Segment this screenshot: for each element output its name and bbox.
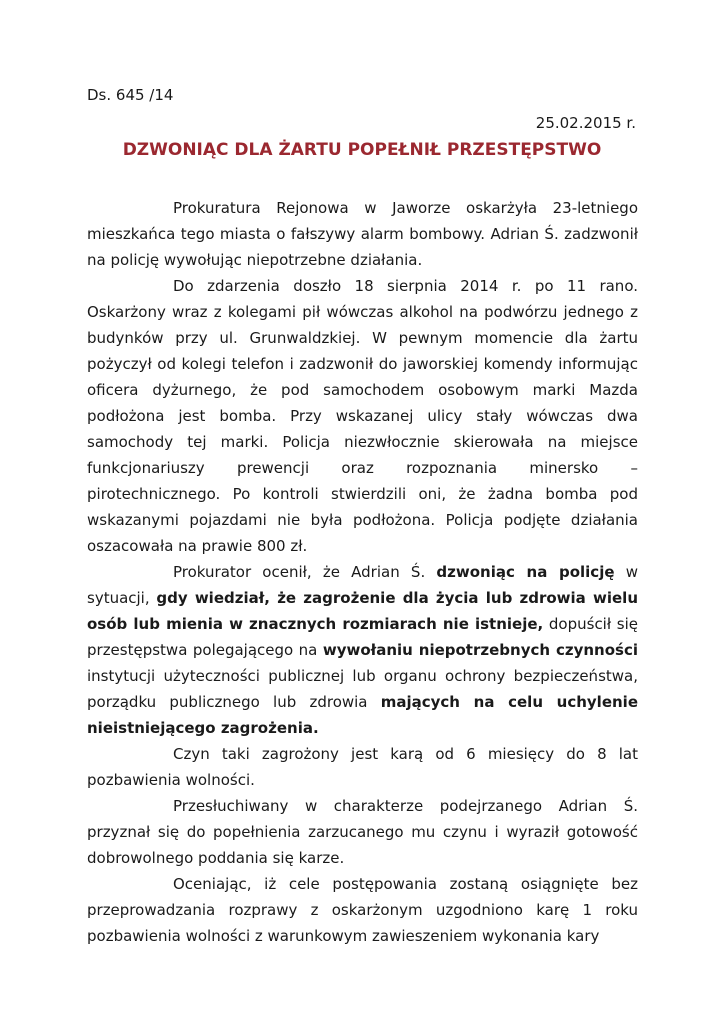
bold-segment: mających na celu uchylenie nieistniejącego zagrożenia. [87, 693, 638, 737]
document-body [87, 195, 638, 949]
document-title: DZWONIĄC DLA ŻARTU POPEŁNIŁ PRZESTĘPSTWO [122, 140, 602, 160]
case-reference: Ds. 645 /14 [87, 86, 174, 104]
text-segment: instytucji użyteczności publicznej lub organu ochrony bezpieczeństwa, porządku publicznego lub zdrowia [87, 667, 638, 711]
paragraph-incident: Do zdarzenia doszło 18 sierpnia 2014 r. po 11 rano. Oskarżony wraz z kolegami pił wówczas alkohol na podwórzu jednego z budynków przy ul. Grunwaldzkiej. W pewnym momencie dla żartu pożyczył od kolegi telefon i zadzwonił do jaworskiej komendy informując oficera dyżurnego, że pod samochodem osobowym marki Mazda podłożona jest bomba. Przy wskazanej ulicy stały wówczas dwa samochody tej marki. Policja niezwłocznie skierowała na miejsce funkcjonariuszy prewencji oraz rozpoznania minersko – pirotechnicznego. Po kontroli stwierdzili oni, że żadna bomba pod wskazanymi pojazdami nie była podłożona. Policja podjęte działania oszacowała na prawie 800 zł. [87, 277, 638, 555]
bold-segment: gdy wiedział, że zagrożenie dla życia lub zdrowia wielu osób lub mienia w znacznych rozmiarach nie istnieje, [87, 589, 638, 633]
text-segment: Prokurator ocenił, że Adrian Ś. [173, 563, 437, 581]
document-date: 25.02.2015 r. [535, 114, 636, 132]
paragraph-agreement: Oceniając, iż cele postępowania zostaną osiągnięte bez przeprowadzania rozprawy z oskarżonym uzgodniono karę 1 roku pozbawienia wolności z warunkowym zawieszeniem wykonania kary [87, 875, 638, 945]
text-segment: dopuścił się przestępstwa polegającego na [87, 615, 638, 659]
bold-segment: dzwoniąc na policję [436, 563, 615, 581]
text-segment: w sytuacji, [87, 563, 638, 607]
bold-segment: wywołaniu niepotrzebnych czynności [322, 641, 638, 659]
paragraph-confession: Przesłuchiwany w charakterze podejrzanego Adrian Ś. przyznał się do popełnienia zarzucanego mu czynu i wyraził gotowość dobrowolnego poddania się karze. [87, 797, 638, 867]
paragraph-prosecutor-assessment [87, 559, 638, 741]
paragraph-charge: Prokuratura Rejonowa w Jaworze oskarżyła 23-letniego mieszkańca tego miasta o fałszywy alarm bombowy. Adrian Ś. zadzwonił na policję wywołując niepotrzebne działania. [87, 199, 638, 269]
paragraph-penalty: Czyn taki zagrożony jest karą od 6 miesięcy do 8 lat pozbawienia wolności. [87, 745, 638, 789]
